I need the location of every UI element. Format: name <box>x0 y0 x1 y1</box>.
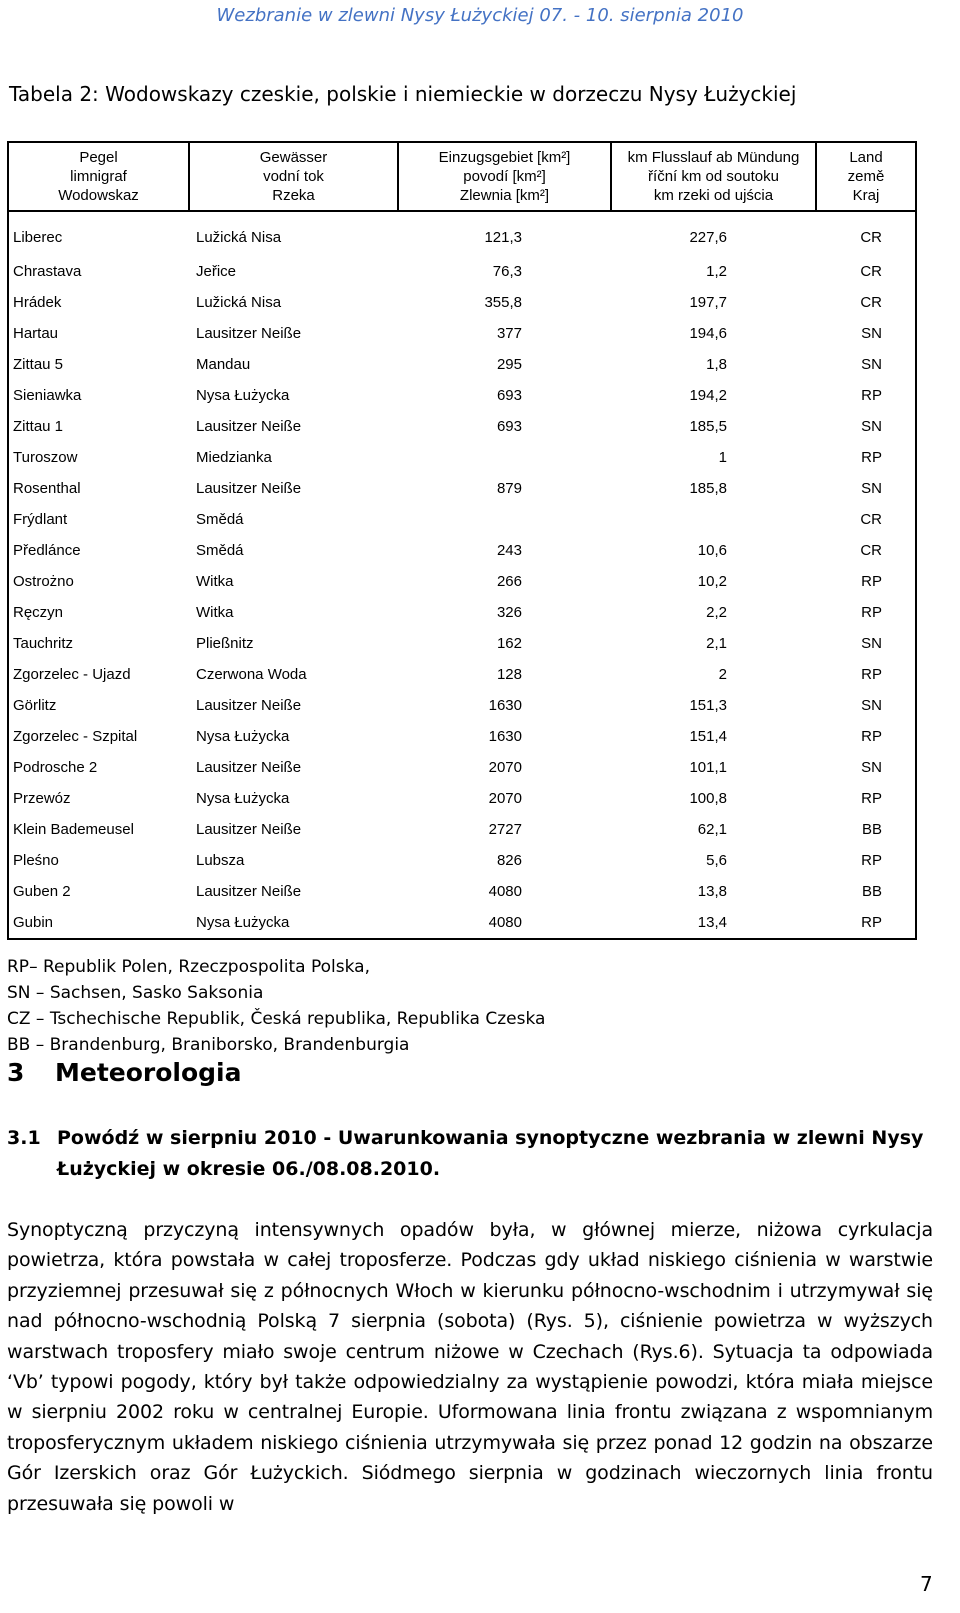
cell-river: Lubsza <box>196 852 245 869</box>
cell-catchment <box>398 442 611 473</box>
cell-river-km: 1 <box>718 449 727 466</box>
cell-river: Lužická Nisa <box>196 228 282 246</box>
cell-river: Lausitzer Neiße <box>196 697 302 714</box>
cell-country: RP <box>816 597 916 628</box>
header-river-km: km Flusslauf ab Mündung říční km od soutoku km rzeki od ujścia <box>611 142 816 211</box>
cell-country: SN <box>816 473 916 504</box>
table-caption: Tabela 2: Wodowskazy czeskie, polskie i niemieckie w dorzeczu Nysy Łużyckiej <box>9 82 797 106</box>
cell-catchment: 377 <box>496 325 522 342</box>
cell-catchment: 121,3 <box>484 228 522 246</box>
cell-country: RP <box>816 380 916 411</box>
table-row <box>8 690 916 721</box>
cell-river: Nysa Łużycka <box>196 387 290 404</box>
cell-river: Smědá <box>196 542 244 559</box>
cell-river: Miedzianka <box>196 449 272 466</box>
body-paragraph: Synoptyczną przyczyną intensywnych opadów była, w głównej mierze, niżowa cyrkulacja powietrza, która powstała w całej troposferze. Podczas gdy układ niskiego ciśnienia w warstwie przyziemnej przesuwał się z północnych Włoch w kierunku północno-wschodnim i utrzymywał się nad północno-wschodnią Polską 7 sierpnia (sobota) (Rys. 5), ciśnienie powietrza w wyższych warstwach troposfery miało swoje centrum niżowe w Czechach (Rys.6). Sytuacja ta odpowiada ‘Vb’ typowi pogody, który był także odpowiedzialny za wystąpienie powodzi, która miała miejsce w sierpniu 2002 roku w centralnej Europie. Uformowana linia frontu związana z wspomnianym troposferycznym układem niskiego ciśnienia utrzymywała się przez ponad 12 godzin na obszarze Gór Izerskich oraz Gór Łużyckich. Siódmego sierpnia w godzinach wieczornych linia frontu przesuwała się powoli w <box>7 1219 933 1515</box>
table-row <box>8 504 916 535</box>
cell-river-km: 10,6 <box>697 542 727 559</box>
cell-river-km: 194,6 <box>689 325 727 342</box>
cell-catchment: 1630 <box>488 728 522 745</box>
legend-bb: BB – Brandenburg, Braniborsko, Brandenburgia <box>7 1035 410 1055</box>
cell-river: Nysa Łużycka <box>196 790 290 807</box>
table-row <box>8 721 916 752</box>
cell-country: SN <box>816 411 916 442</box>
table-row <box>8 380 916 411</box>
cell-gauge: Ręczyn <box>8 597 189 628</box>
table-row <box>8 752 916 783</box>
cell-catchment: 355,8 <box>484 294 522 311</box>
cell-gauge: Liberec <box>8 211 189 256</box>
cell-gauge: Hrádek <box>8 287 189 318</box>
page-number: 7 <box>920 1572 933 1596</box>
cell-country: SN <box>816 752 916 783</box>
cell-gauge: Tauchritz <box>8 628 189 659</box>
cell-river-km: 101,1 <box>689 759 727 776</box>
cell-country: CR <box>816 504 916 535</box>
table-row <box>8 783 916 814</box>
cell-catchment: 1630 <box>488 697 522 714</box>
cell-catchment: 693 <box>496 418 522 435</box>
table-row <box>8 814 916 845</box>
cell-river-km <box>611 504 816 535</box>
cell-country: CR <box>816 287 916 318</box>
cell-river-km: 1,2 <box>706 263 727 280</box>
cell-gauge: Podrosche 2 <box>8 752 189 783</box>
cell-catchment: 879 <box>496 480 522 497</box>
header-river: Gewässer vodní tok Rzeka <box>189 142 398 211</box>
cell-country: CR <box>816 256 916 287</box>
cell-river: Witka <box>196 604 234 621</box>
cell-catchment: 266 <box>496 573 522 590</box>
cell-country: SN <box>816 628 916 659</box>
legend-rp: RP– Republik Polen, Rzeczpospolita Polska, <box>7 957 370 977</box>
cell-river: Smědá <box>196 511 244 528</box>
legend-sn: SN – Sachsen, Sasko Saksonia <box>7 983 264 1003</box>
cell-gauge: Zittau 1 <box>8 411 189 442</box>
cell-gauge: Turoszow <box>8 442 189 473</box>
section-number: 3 <box>7 1058 25 1087</box>
cell-river-km: 194,2 <box>689 387 727 404</box>
cell-river: Lausitzer Neiße <box>196 883 302 900</box>
cell-catchment: 243 <box>496 542 522 559</box>
cell-river: Nysa Łużycka <box>196 728 290 745</box>
section-title: Meteorologia <box>55 1058 242 1087</box>
cell-river-km: 13,4 <box>611 907 816 939</box>
cell-river-km: 2 <box>718 666 727 683</box>
table-row <box>8 256 916 287</box>
cell-gauge: Zgorzelec - Ujazd <box>8 659 189 690</box>
gauge-table <box>7 141 917 940</box>
cell-river: Lužická Nisa <box>196 294 282 311</box>
cell-gauge: Zgorzelec - Szpital <box>8 721 189 752</box>
subsection-number: 3.1 <box>7 1127 41 1149</box>
subsection-title: Powódź w sierpniu 2010 - Uwarunkowania synoptyczne wezbrania w zlewni Nysy Łużyckiej w okresie 06./08.08.2010. <box>57 1127 924 1180</box>
table-row <box>8 535 916 566</box>
legend-cz: CZ – Tschechische Republik, Česká republika, Republika Czeska <box>7 1009 546 1029</box>
subsection-heading <box>7 1123 927 1185</box>
cell-river-km: 185,5 <box>689 418 727 435</box>
header-catchment: Einzugsgebiet [km²] povodí [km²] Zlewnia [km²] <box>398 142 611 211</box>
table-row <box>8 318 916 349</box>
cell-catchment: 4080 <box>398 907 611 939</box>
cell-country: RP <box>816 721 916 752</box>
table-row <box>8 628 916 659</box>
table-row <box>8 349 916 380</box>
cell-country: BB <box>816 876 916 907</box>
cell-catchment: 4080 <box>488 883 522 900</box>
table-row <box>8 566 916 597</box>
cell-gauge: Rosenthal <box>8 473 189 504</box>
cell-river-km: 13,8 <box>697 883 727 900</box>
cell-gauge: Chrastava <box>8 256 189 287</box>
section-heading <box>7 1058 242 1087</box>
cell-catchment: 76,3 <box>492 263 522 280</box>
cell-river-km: 10,2 <box>697 573 727 590</box>
cell-gauge: Zittau 5 <box>8 349 189 380</box>
running-header: Wezbranie w zlewni Nysy Łużyckiej 07. - 10. sierpnia 2010 <box>216 5 744 26</box>
cell-country: RP <box>816 442 916 473</box>
cell-river-km: 197,7 <box>689 294 727 311</box>
cell-gauge: Pleśno <box>8 845 189 876</box>
cell-country: CR <box>816 535 916 566</box>
cell-gauge: Przewóz <box>8 783 189 814</box>
table-row <box>8 845 916 876</box>
cell-country: RP <box>816 566 916 597</box>
table-body <box>8 211 916 939</box>
cell-gauge: Sieniawka <box>8 380 189 411</box>
cell-country: SN <box>816 349 916 380</box>
table-row <box>8 659 916 690</box>
cell-gauge: Gubin <box>8 907 189 939</box>
cell-catchment: 295 <box>496 356 522 373</box>
table-header-row <box>8 142 916 211</box>
cell-river-km: 62,1 <box>697 821 727 838</box>
cell-river: Lausitzer Neiße <box>196 418 302 435</box>
cell-gauge: Ostrożno <box>8 566 189 597</box>
table-row <box>8 287 916 318</box>
cell-river: Lausitzer Neiße <box>196 759 302 776</box>
table-row <box>8 907 916 939</box>
cell-river: Pließnitz <box>196 635 254 652</box>
cell-gauge: Hartau <box>8 318 189 349</box>
cell-river: Czerwona Woda <box>196 666 307 683</box>
cell-catchment: 2070 <box>488 790 522 807</box>
cell-river: Witka <box>196 573 234 590</box>
cell-river: Nysa Łużycka <box>189 907 398 939</box>
abbreviation-legend <box>7 954 545 1058</box>
cell-country: CR <box>816 211 916 256</box>
cell-catchment: 162 <box>496 635 522 652</box>
cell-country: SN <box>816 690 916 721</box>
cell-river: Lausitzer Neiße <box>196 480 302 497</box>
table-row <box>8 442 916 473</box>
cell-river: Jeřice <box>196 263 237 280</box>
cell-country: SN <box>816 318 916 349</box>
cell-river-km: 100,8 <box>689 790 727 807</box>
cell-country: BB <box>816 814 916 845</box>
cell-country: RP <box>816 845 916 876</box>
cell-river-km: 185,8 <box>689 480 727 497</box>
cell-catchment: 2727 <box>488 821 522 838</box>
cell-gauge: Předlánce <box>8 535 189 566</box>
table-row <box>8 597 916 628</box>
cell-river-km: 1,8 <box>706 356 727 373</box>
table-row <box>8 473 916 504</box>
cell-river-km: 151,3 <box>689 697 727 714</box>
cell-catchment: 2070 <box>488 759 522 776</box>
cell-river-km: 2,2 <box>706 604 727 621</box>
table-row <box>8 211 916 256</box>
header-gauge: Pegel limnigraf Wodowskaz <box>8 142 189 211</box>
cell-river-km: 227,6 <box>689 228 727 246</box>
table-row <box>8 411 916 442</box>
cell-gauge: Klein Bademeusel <box>8 814 189 845</box>
cell-river-km: 2,1 <box>706 635 727 652</box>
cell-country: RP <box>816 783 916 814</box>
cell-river: Lausitzer Neiße <box>196 821 302 838</box>
cell-catchment <box>398 504 611 535</box>
cell-river: Mandau <box>196 356 251 373</box>
cell-river: Lausitzer Neiße <box>196 325 302 342</box>
cell-country: RP <box>816 659 916 690</box>
cell-catchment: 128 <box>496 666 522 683</box>
cell-catchment: 326 <box>496 604 522 621</box>
table-row <box>8 876 916 907</box>
cell-river-km: 151,4 <box>689 728 727 745</box>
cell-country: RP <box>816 907 916 939</box>
cell-gauge: Görlitz <box>8 690 189 721</box>
cell-river-km: 5,6 <box>706 852 727 869</box>
header-country: Land země Kraj <box>816 142 916 211</box>
cell-catchment: 693 <box>496 387 522 404</box>
cell-gauge: Guben 2 <box>8 876 189 907</box>
cell-gauge: Frýdlant <box>8 504 189 535</box>
cell-catchment: 826 <box>496 852 522 869</box>
